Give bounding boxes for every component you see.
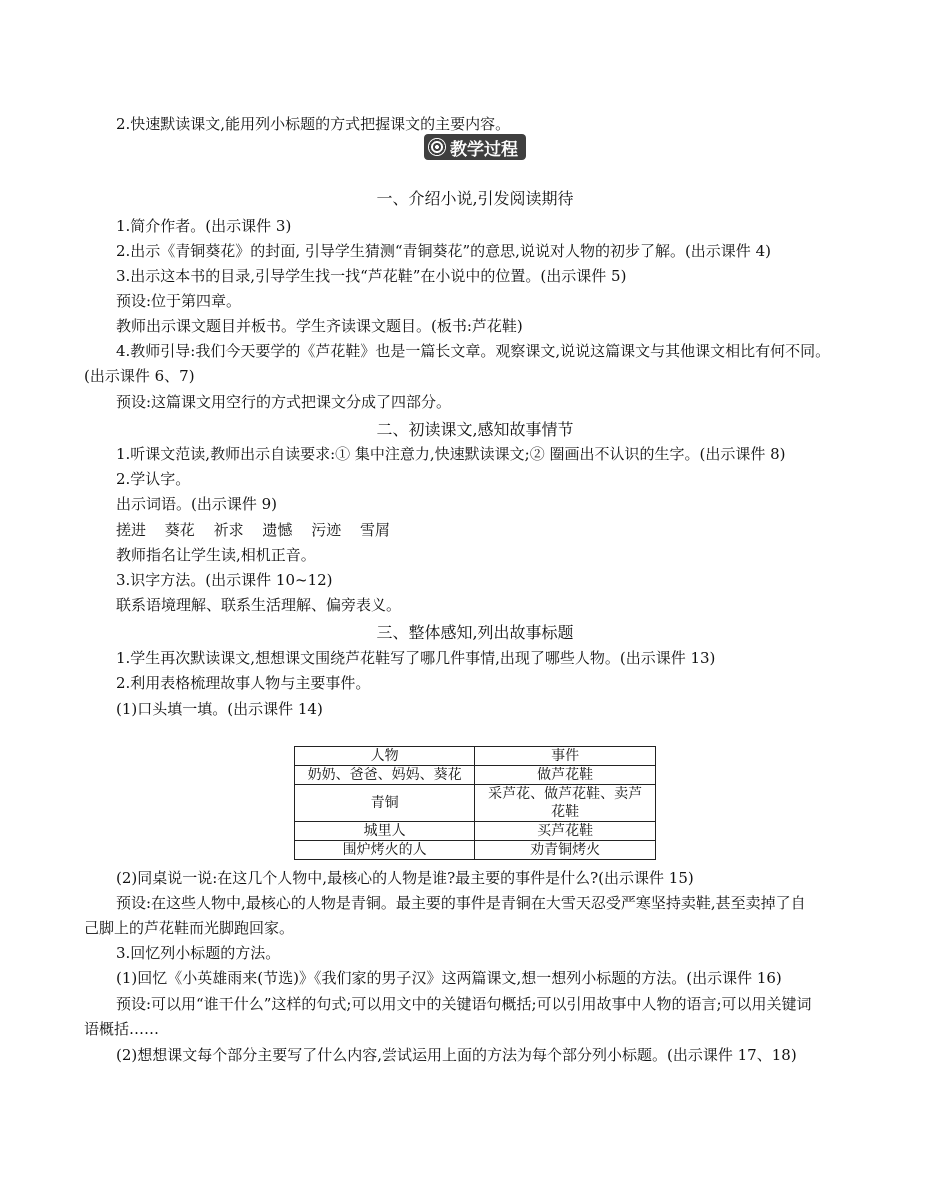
vocab-word: 雪屑 [359,521,390,539]
vocab-list [84,520,906,540]
p1-line: 预设:这篇课文用空行的方式把课文分成了四部分。 [116,393,452,411]
p2-line: 联系语境理解、联系生活理解、偏旁表义。 [116,596,402,614]
table-cell: 围炉烤火的人 [295,841,475,860]
vocab-word: 遗憾 [262,521,293,539]
p1-line: 预设:位于第四章。 [116,292,242,310]
p2-line: 1.听课文范读,教师出示自读要求:① 集中注意力,快速默读课文;② 圈画出不认识的生字。(出示课件 8) [116,445,786,463]
p1-line: 3.出示这本书的目录,引导学生找一找“芦花鞋”在小说中的位置。(出示课件 5) [116,267,627,285]
section-badge [424,134,526,160]
p1-line: 教师出示课文题目并板书。学生齐读课文题目。(板书:芦花鞋) [116,317,523,335]
p2-line: 出示词语。(出示课件 9) [116,495,278,513]
p3-line: 己脚上的芦花鞋而光脚跑回家。 [84,919,295,937]
p3-line: 语概括…… [84,1020,160,1038]
table-header-row [295,747,656,766]
p2-line: 教师指名让学生读,相机正音。 [116,546,316,564]
heading-part1: 一、介绍小说,引发阅读期待 [376,189,574,208]
table-cell: 城里人 [295,822,475,841]
table-row [295,766,656,785]
p3-line: (2)同桌说一说:在这几个人物中,最核心的人物是谁?最主要的事件是什么?(出示课件 15) [116,869,694,887]
table-row [295,841,656,860]
p3-line: (2)想想课文每个部分主要写了什么内容,尝试运用上面的方法为每个部分列小标题。(出示课件 17、18) [116,1046,797,1064]
table-row [295,822,656,841]
p1-line: 4.教师引导:我们今天要学的《芦花鞋》也是一篇长文章。观察课文,说说这篇课文与其他课文相比有何不同。 [116,342,831,360]
table-header: 事件 [475,747,656,766]
p3-line: 3.回忆列小标题的方法。 [116,944,281,962]
table-cell: 劝青铜烤火 [475,841,656,860]
heading-part2: 二、初读课文,感知故事情节 [376,420,574,439]
p3-line: 2.利用表格梳理故事人物与主要事件。 [116,674,371,692]
p1-line: (出示课件 6、7) [84,367,195,385]
characters-events-table [294,746,656,860]
p3-line: (1)口头填一填。(出示课件 14) [116,700,323,718]
vocab-word: 搓进 [116,521,147,539]
vocab-word: 葵花 [164,521,195,539]
table-header: 人物 [295,747,475,766]
section-badge-wrap [0,134,950,160]
table-cell: 做芦花鞋 [475,766,656,785]
table-cell: 青铜 [295,785,475,822]
p1-line: 1.简介作者。(出示课件 3) [116,217,292,235]
heading-part3: 三、整体感知,列出故事标题 [376,623,574,642]
p3-line: 1.学生再次默读课文,想想课文围绕芦花鞋写了哪几件事情,出现了哪些人物。(出示课件 13) [116,649,716,667]
section-badge-label: 教学过程 [450,139,518,160]
p3-line: (1)回忆《小英雄雨来(节选)》《我们家的男子汉》这两篇课文,想一想列小标题的方法。(出示课件 16) [116,969,782,987]
p3-line: 预设:在这些人物中,最核心的人物是青铜。最主要的事件是青铜在大雪天忍受严寒坚持卖鞋,甚至卖掉了自 [116,894,806,912]
table-cell: 奶奶、爸爸、妈妈、葵花 [295,766,475,785]
vocab-word: 污迹 [311,521,342,539]
table-cell: 买芦花鞋 [475,822,656,841]
vocab-word: 祈求 [213,521,244,539]
p1-line: 2.出示《青铜葵花》的封面, 引导学生猜测“青铜葵花”的意思,说说对人物的初步了解。(出示课件 4) [116,242,771,260]
goal-line: 2.快速默读课文,能用列小标题的方式把握课文的主要内容。 [116,115,511,133]
p2-line: 2.学认字。 [116,470,191,488]
p3-line: 预设:可以用“谁干什么”这样的句式;可以用文中的关键语句概括;可以引用故事中人物的语言;可以用关键词 [116,995,812,1013]
table-row [295,785,656,822]
target-icon [428,138,446,156]
p2-line: 3.识字方法。(出示课件 10~12) [116,571,333,589]
table-cell: 采芦花、做芦花鞋、卖芦花鞋 [475,785,656,822]
